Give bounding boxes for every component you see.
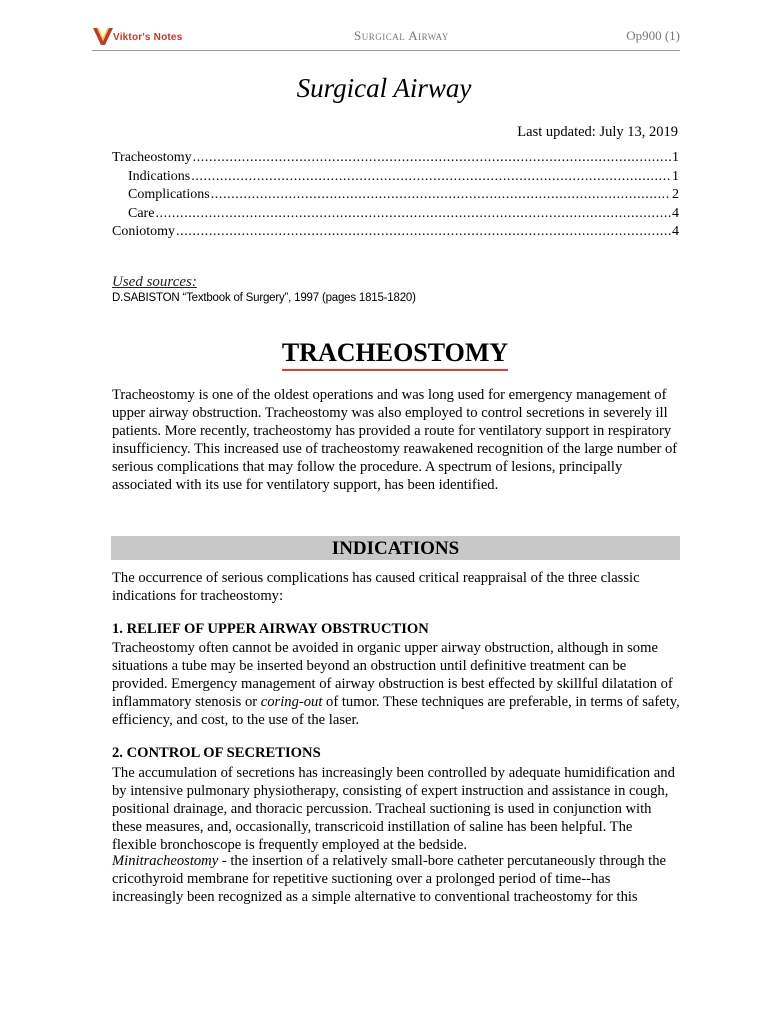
tracheostomy-paragraph: Tracheostomy is one of the oldest operations and was long used for emergency management of upper airway obstruction. Tracheostomy was also employed to control secretions in severely ill patients. More recently, tracheostomy has provided a route for ventilatory support in respiratory insufficiency. This increased use of tracheostomy reawakened recognition of the large number of serious complications that may follow the procedure. A spectrum of lesions, principally associated with its use for ventilatory support, has been identified. bbox=[112, 387, 678, 493]
toc-page-number: 2 bbox=[672, 187, 679, 202]
toc-page-number: 1 bbox=[672, 150, 679, 165]
last-updated: Last updated: July 13, 2019 bbox=[517, 124, 678, 140]
toc-entry-tracheostomy[interactable] bbox=[112, 150, 679, 169]
page-code: Op900 (1) bbox=[626, 28, 680, 43]
section-heading-text: TRACHEOSTOMY bbox=[282, 338, 508, 371]
relief-text-before: Tracheostomy often cannot be avoided in organic upper airway obstruction, although in some situations a tube may be inserted beyond an obstruction until definitive treatment can be provided. Emergency management of airway obstruction is best effected by skillful dilatation of inflammatory stenosis or bbox=[112, 640, 673, 710]
toc-leader bbox=[191, 169, 671, 185]
relief-emphasis: coring-out bbox=[260, 694, 323, 710]
logo-text: Viktor's Notes bbox=[113, 32, 183, 43]
toc-label: Complications bbox=[128, 187, 210, 202]
document-title: Surgical Airway bbox=[296, 73, 472, 103]
toc-label: Care bbox=[128, 205, 155, 221]
subheading-secretions: 2. CONTROL OF SECRETIONS bbox=[112, 745, 321, 761]
minitracheostomy-term: Minitracheostomy bbox=[112, 853, 219, 869]
section-band-text: INDICATIONS bbox=[331, 538, 460, 559]
minitracheostomy-paragraph bbox=[112, 852, 680, 906]
toc-label: Tracheostomy bbox=[112, 150, 192, 165]
viktors-notes-logo bbox=[92, 25, 192, 47]
toc-entry-coniotomy[interactable] bbox=[112, 224, 679, 243]
toc-entry-indications[interactable] bbox=[112, 169, 679, 188]
page-header bbox=[92, 22, 680, 51]
toc-leader bbox=[211, 187, 671, 203]
indications-intro: The occurrence of serious complications has caused critical reappraisal of the three classic indications for tracheostomy: bbox=[112, 570, 640, 604]
toc-leader bbox=[193, 150, 671, 166]
section-heading-tracheostomy bbox=[0, 338, 768, 371]
relief-text-after: of tumor. These techniques are preferable, in terms of safety, efficiency, and cost, to the use of the laser. bbox=[112, 694, 680, 728]
toc-leader bbox=[176, 224, 671, 240]
toc-page-number: 4 bbox=[672, 224, 679, 239]
relief-paragraph bbox=[112, 639, 680, 729]
table-of-contents bbox=[112, 150, 679, 243]
subheading-relief: 1. RELIEF OF UPPER AIRWAY OBSTRUCTION bbox=[112, 621, 429, 637]
toc-label: Indications bbox=[128, 168, 191, 184]
secretions-paragraph: The accumulation of secretions has increasingly been controlled by adequate humidification and by intensive pulmonary physiotherapy, consisting of expert instruction and assistance in cough, positional drainage, and thoracic percussion. Tracheal suctioning is used in conjunction with these measures, and, occasionally, transcricoid instillation of saline has been helpful. The flexible bronchoscope is frequently employed at the bedside. bbox=[112, 765, 675, 853]
toc-label: Coniotomy bbox=[112, 224, 176, 239]
toc-page-number: 1 bbox=[672, 168, 679, 184]
toc-entry-care[interactable] bbox=[112, 206, 679, 225]
running-title: Surgical Airway bbox=[354, 28, 449, 43]
section-band-indications bbox=[111, 536, 680, 560]
toc-page-number: 4 bbox=[672, 205, 679, 221]
sources-citation: D.SABISTON “Textbook of Surgery”, 1997 (pages 1815-1820) bbox=[112, 292, 416, 304]
logo-v-icon bbox=[92, 25, 114, 47]
toc-entry-complications[interactable] bbox=[112, 187, 679, 206]
minitracheostomy-text: - the insertion of a relatively small-bore catheter percutaneously through the cricothyroid membrane for repetitive suctioning over a prolonged period of time--has increasingly been recognized as a simple alternative to conventional tracheostomy for this bbox=[112, 853, 666, 905]
toc-leader bbox=[155, 206, 671, 222]
sources-heading: Used sources: bbox=[112, 274, 197, 290]
